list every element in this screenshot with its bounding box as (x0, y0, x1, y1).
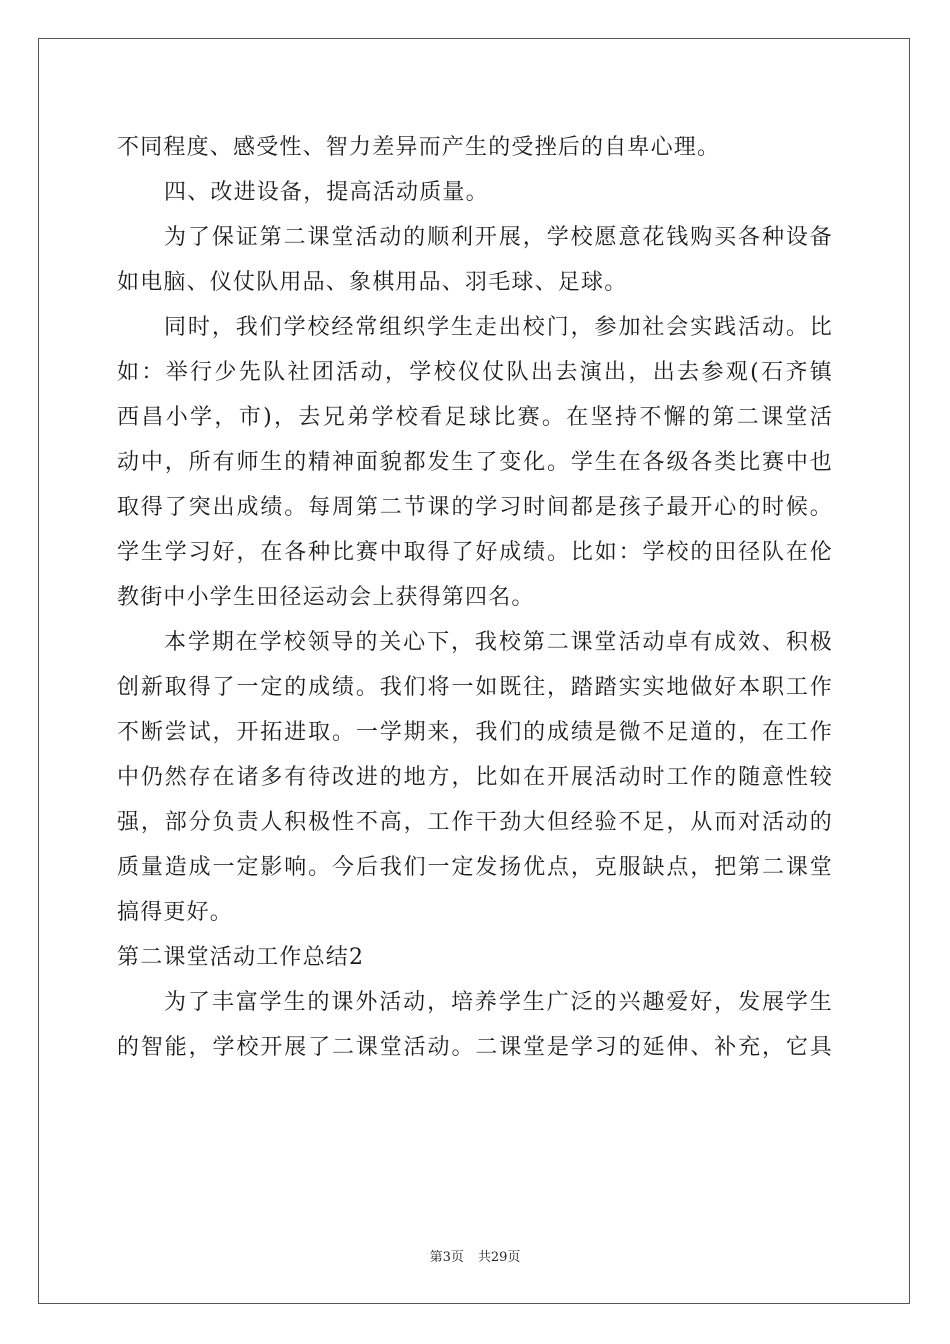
page-number: 第3页 (429, 1250, 464, 1265)
page-footer (0, 1246, 950, 1265)
text-line: 西昌小学，市)，去兄弟学校看足球比赛。在坚持不懈的第二课堂活 (117, 405, 833, 430)
text-line: 为了丰富学生的课外活动，培养学生广泛的兴趣爱好，发展学生 (164, 990, 833, 1015)
text-line: 四、改进设备，提高活动质量。 (164, 180, 489, 205)
text-line: 质量造成一定影响。今后我们一定发扬优点，克服缺点，把第二课堂 (117, 855, 833, 880)
text-line: 中仍然存在诸多有待改进的地方，比如在开展活动时工作的随意性较 (117, 765, 833, 790)
text-line: 本学期在学校领导的关心下，我校第二课堂活动卓有成效、积极 (164, 630, 833, 655)
text-line: 教街中小学生田径运动会上获得第四名。 (117, 585, 535, 610)
text-line: 强，部分负责人积极性不高，工作干劲大但经验不足，从而对活动的 (117, 810, 833, 835)
text-line: 取得了突出成绩。每周第二节课的学习时间都是孩子最开心的时候。 (117, 495, 833, 520)
text-line: 为了保证第二课堂活动的顺利开展，学校愿意花钱购买各种设备 (164, 225, 833, 250)
text-line: 动中，所有师生的精神面貌都发生了变化。学生在各级各类比赛中也 (117, 450, 833, 475)
section-heading: 第二课堂活动工作总结2 (117, 945, 365, 970)
text-line: 如：举行少先队社团活动，学校仪仗队出去演出，出去参观(石齐镇 (117, 360, 833, 385)
text-line: 创新取得了一定的成绩。我们将一如既往，踏踏实实地做好本职工作 (117, 675, 833, 700)
page-total: 共29页 (477, 1250, 521, 1265)
text-line: 搞得更好。 (117, 900, 234, 925)
document-body (117, 125, 833, 1070)
text-line: 学生学习好，在各种比赛中取得了好成绩。比如：学校的田径队在伦 (117, 540, 833, 565)
text-line: 不同程度、感受性、智力差异而产生的受挫后的自卑心理。 (117, 135, 721, 160)
text-line: 同时，我们学校经常组织学生走出校门，参加社会实践活动。比 (164, 315, 833, 340)
text-line: 的智能，学校开展了二课堂活动。二课堂是学习的延伸、补充，它具 (117, 1035, 833, 1060)
text-line: 不断尝试，开拓进取。一学期来，我们的成绩是微不足道的，在工作 (117, 720, 833, 745)
text-line: 如电脑、仪仗队用品、象棋用品、羽毛球、足球。 (117, 270, 628, 295)
